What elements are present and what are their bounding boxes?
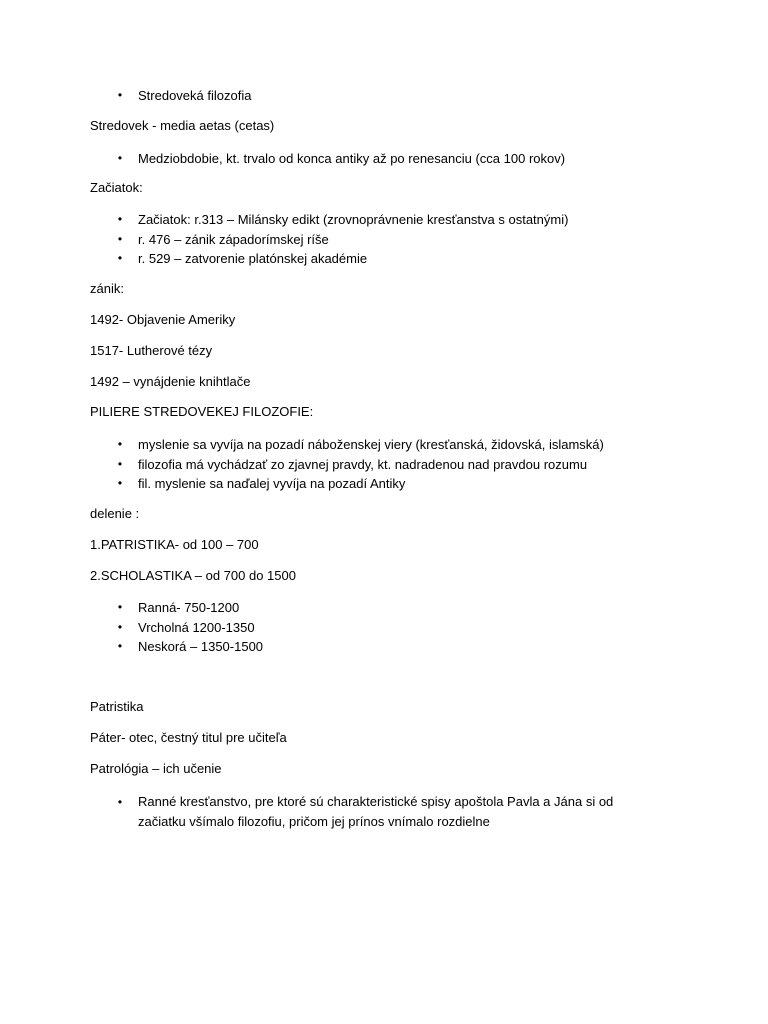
bullet-list-5 bbox=[0, 598, 263, 657]
bullet-list-6 bbox=[0, 792, 658, 832]
list-item-text: Neskorá – 1350-1500 bbox=[138, 639, 264, 654]
bullet-icon: • bbox=[117, 88, 123, 102]
list-item bbox=[0, 474, 604, 494]
bullet-list-4 bbox=[0, 435, 604, 494]
list-item-text: fil. myslenie sa naďalej vyvíja na pozadí Antiky bbox=[138, 476, 406, 491]
list-item bbox=[0, 210, 568, 230]
bullet-list-1 bbox=[0, 86, 251, 106]
bullet-icon: • bbox=[117, 795, 123, 809]
list-item bbox=[0, 230, 568, 250]
paragraph: Začiatok: bbox=[90, 180, 143, 195]
list-item bbox=[0, 637, 263, 657]
paragraph: zánik: bbox=[90, 281, 124, 296]
list-item bbox=[0, 792, 658, 832]
list-item-text: Medziobdobie, kt. trvalo od konca antiky až po renesanciu (cca 100 rokov) bbox=[138, 151, 566, 166]
bullet-list-2 bbox=[0, 149, 565, 169]
paragraph: 2.SCHOLASTIKA – od 700 do 1500 bbox=[90, 568, 296, 583]
list-item bbox=[0, 149, 565, 169]
list-item-text: Ranná- 750-1200 bbox=[138, 600, 240, 615]
paragraph: delenie : bbox=[90, 506, 140, 521]
list-item-text: r. 476 – zánik západorímskej ríše bbox=[138, 231, 329, 247]
bullet-icon: • bbox=[117, 619, 123, 634]
paragraph: Stredovek - media aetas (cetas) bbox=[90, 118, 275, 133]
list-item bbox=[0, 86, 251, 106]
list-item bbox=[0, 455, 604, 475]
list-item bbox=[0, 435, 604, 455]
list-item-text: Vrcholná 1200-1350 bbox=[138, 619, 255, 635]
list-item bbox=[0, 249, 568, 269]
bullet-icon: • bbox=[117, 456, 123, 471]
paragraph: 1492- Objavenie Ameriky bbox=[90, 312, 236, 327]
bullet-icon: • bbox=[117, 251, 123, 265]
list-item bbox=[0, 618, 263, 638]
list-item-text: filozofia má vychádzať zo zjavnej pravdy, kt. nadradenou nad pravdou rozumu bbox=[138, 456, 588, 472]
list-item-text: Stredoveká filozofia bbox=[138, 88, 252, 103]
section-heading: PILIERE STREDOVEKEJ FILOZOFIE: bbox=[90, 404, 314, 419]
bullet-icon: • bbox=[117, 639, 123, 653]
list-item-text: Začiatok: r.313 – Milánsky edikt (zrovnoprávnenie kresťanstva s ostatnými) bbox=[138, 212, 569, 227]
paragraph: 1.PATRISTIKA- od 100 – 700 bbox=[90, 537, 259, 552]
list-item bbox=[0, 598, 263, 618]
paragraph: 1492 – vynájdenie knihtlače bbox=[90, 374, 251, 389]
paragraph: Patristika bbox=[90, 699, 144, 714]
bullet-icon: • bbox=[117, 476, 123, 490]
bullet-list-3 bbox=[0, 210, 568, 269]
list-item-text: r. 529 – zatvorenie platónskej akadémie bbox=[138, 251, 368, 266]
bullet-icon: • bbox=[117, 437, 123, 451]
list-item-text: Ranné kresťanstvo, pre ktoré sú charakteristické spisy apoštola Pavla a Jána si od začiatku všímalo filozofiu, pričom jej prínos vnímalo rozdielne bbox=[138, 794, 614, 829]
bullet-icon: • bbox=[117, 231, 123, 246]
bullet-icon: • bbox=[117, 600, 123, 614]
paragraph: Páter- otec, čestný titul pre učiteľa bbox=[90, 730, 287, 745]
paragraph: Patrológia – ich učenie bbox=[90, 761, 222, 776]
paragraph: 1517- Lutherové tézy bbox=[90, 343, 213, 358]
bullet-icon: • bbox=[117, 151, 123, 165]
list-item-text: myslenie sa vyvíja na pozadí náboženskej viery (kresťanská, židovská, islamská) bbox=[138, 437, 604, 452]
bullet-icon: • bbox=[117, 212, 123, 226]
